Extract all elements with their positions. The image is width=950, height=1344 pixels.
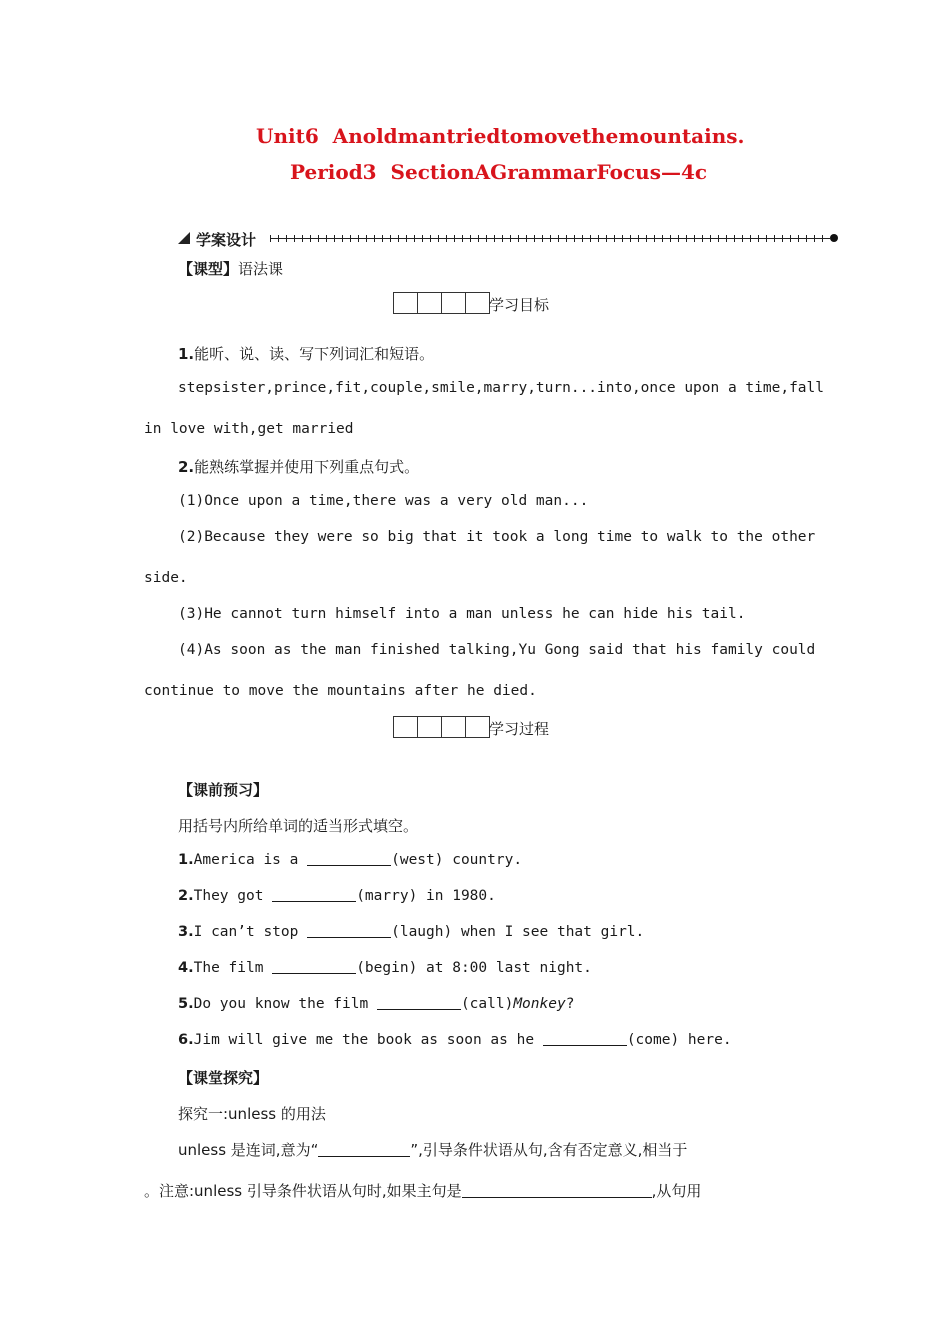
goal-2: 2.能熟练掌握并使用下列重点句式。 [178, 458, 420, 476]
explore-topic: 探究一:unless 的用法 [178, 1105, 326, 1123]
vocab-line-1: stepsister,prince,fit,couple,smile,marry,turn...into,once upon a time,fall [178, 380, 825, 396]
process-heading [393, 716, 549, 742]
lesson-type [178, 258, 283, 279]
divider-ticks [270, 235, 830, 242]
preview-heading: 【课前预习】 [178, 781, 269, 799]
vocab-line-2: in love with,get married [144, 421, 354, 437]
section-header-title: 学案设计 [196, 231, 257, 249]
answer-blank[interactable] [272, 887, 356, 902]
divider-end-dot [830, 234, 838, 242]
exercise-item: 5.Do you know the film (call)Monkey? [178, 996, 575, 1012]
lesson-type-label: 【课型】 [178, 260, 239, 278]
sentence-2-line-1: (2)Because they were so big that it took a long time to walk to the other [178, 529, 816, 545]
heading-boxes [393, 716, 489, 742]
sentence-4-line-2: continue to move the mountains after he died. [144, 683, 537, 699]
sentence-4-line-1: (4)As soon as the man finished talking,Yu Gong said that his family could [178, 642, 816, 658]
explore-heading: 【课堂探究】 [178, 1069, 269, 1087]
section-header-bar [178, 229, 838, 249]
sentence-1: (1)Once upon a time,there was a very old man... [178, 493, 589, 509]
goal-1: 1.能听、说、读、写下列词汇和短语。 [178, 345, 435, 363]
explore-line-2: 。注意:unless 引导条件状语从句时,如果主句是 ,从句用 [144, 1182, 702, 1200]
title-text: Anoldmantriedtomovethemountains. [332, 124, 745, 148]
corner-triangle-icon [178, 232, 190, 244]
title-unit: Unit6 [256, 124, 319, 148]
exercise-item: 2.They got (marry) in 1980. [178, 888, 496, 904]
answer-blank[interactable] [307, 923, 391, 938]
heading-boxes [393, 292, 489, 318]
sentence-2-line-2: side. [144, 570, 188, 586]
preview-instruction: 用括号内所给单词的适当形式填空。 [178, 817, 419, 835]
process-heading-text: 学习过程 [489, 720, 550, 738]
sentence-3: (3)He cannot turn himself into a man unless he can hide his tail. [178, 606, 746, 622]
answer-blank[interactable] [318, 1142, 410, 1157]
answer-blank[interactable] [307, 851, 391, 866]
exercise-item: 6.Jim will give me the book as soon as he (come) here. [178, 1032, 732, 1048]
explore-line-1: unless 是连词,意为“ ”,引导条件状语从句,含有否定意义,相当于 [178, 1141, 688, 1159]
title-line-2 [290, 160, 707, 184]
answer-blank[interactable] [462, 1183, 652, 1198]
title-subtitle: SectionAGrammarFocus—4c [390, 160, 708, 184]
answer-blank[interactable] [543, 1031, 627, 1046]
answer-blank[interactable] [272, 959, 356, 974]
title-line-1 [256, 124, 744, 148]
goals-heading [393, 292, 549, 318]
exercise-item: 4.The film (begin) at 8:00 last night. [178, 960, 592, 976]
goals-heading-text: 学习目标 [489, 296, 550, 314]
exercise-item: 3.I can’t stop (laugh) when I see that girl. [178, 924, 645, 940]
exercise-item: 1.America is a (west) country. [178, 852, 523, 868]
answer-blank[interactable] [377, 995, 461, 1010]
title-period: Period3 [290, 160, 377, 184]
lesson-type-value: 语法课 [238, 260, 284, 278]
